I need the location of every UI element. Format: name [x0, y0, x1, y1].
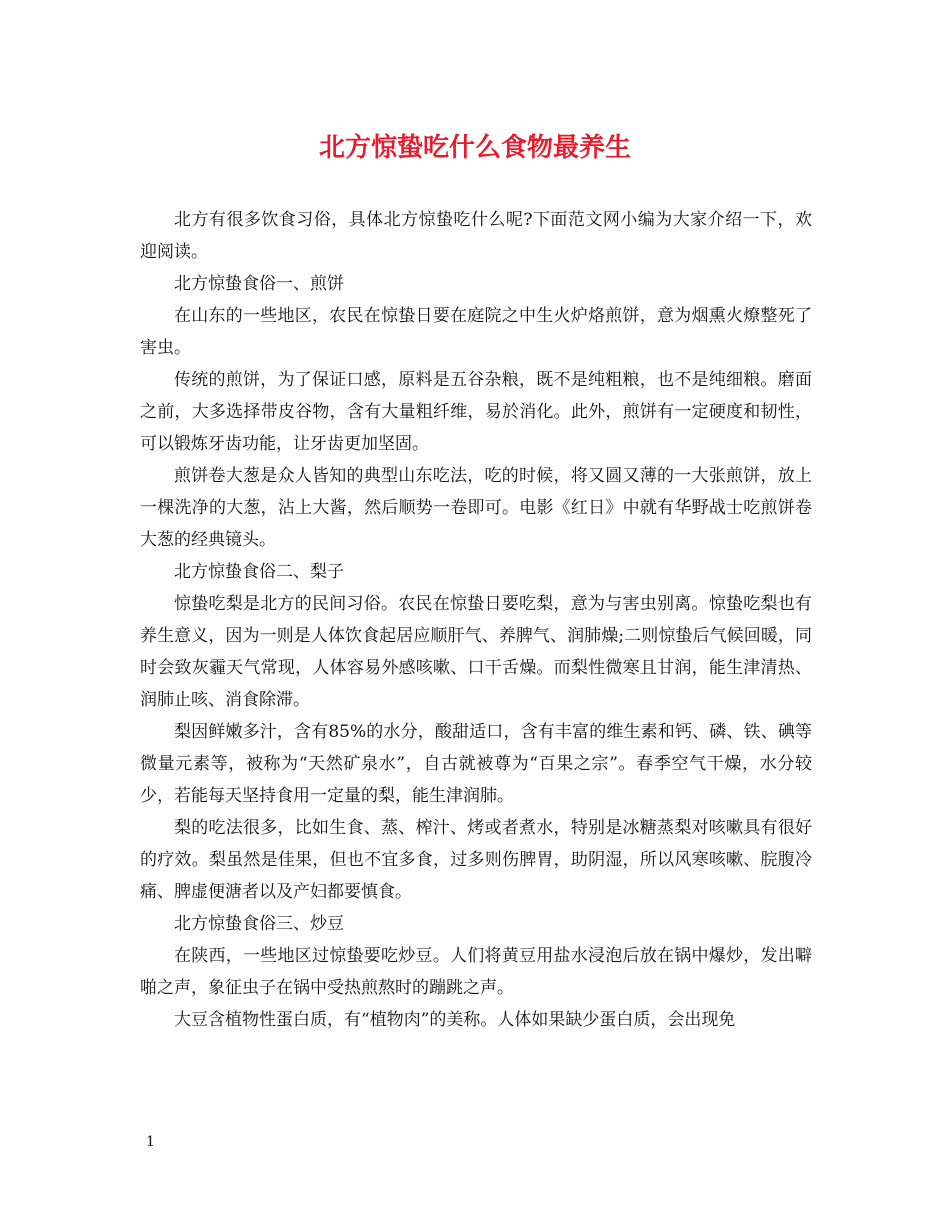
section-heading-3: 北方惊蛰食俗三、炒豆 — [174, 914, 344, 934]
paragraph: 大豆含植物性蛋白质，有“植物肉”的美称。人体如果缺少蛋白质，会出现免 — [174, 1010, 736, 1030]
page-number: 1 — [146, 1134, 155, 1150]
document-body — [140, 204, 812, 1036]
paragraph: 梨因鲜嫩多汁，含有85%的水分，酸甜适口，含有丰富的维生素和钙、磷、铁、碘等微量元素等，被称为“天然矿泉水”，自古就被尊为“百果之宗”。春季空气干燥，水分较少，若能每天坚持食用一定量的梨，能生津润肺。 — [140, 722, 812, 806]
section-heading-2: 北方惊蛰食俗二、梨子 — [174, 562, 344, 582]
paragraph: 在陕西，一些地区过惊蛰要吃炒豆。人们将黄豆用盐水浸泡后放在锅中爆炒，发出噼啪之声，象征虫子在锅中受热煎熬时的蹦跳之声。 — [140, 946, 812, 998]
paragraph: 传统的煎饼，为了保证口感，原料是五谷杂粮，既不是纯粗粮，也不是纯细粮。磨面之前，大多选择带皮谷物，含有大量粗纤维，易於消化。此外，煎饼有一定硬度和韧性，可以锻炼牙齿功能，让牙齿更加坚固。 — [140, 370, 812, 454]
paragraph: 煎饼卷大葱是众人皆知的典型山东吃法，吃的时候，将又圆又薄的一大张煎饼，放上一棵洗净的大葱，沾上大酱，然后顺势一卷即可。电影《红日》中就有华野战士吃煎饼卷大葱的经典镜头。 — [140, 466, 812, 550]
paragraph: 在山东的一些地区，农民在惊蛰日要在庭院之中生火炉烙煎饼，意为烟熏火燎整死了害虫。 — [140, 306, 812, 358]
document-title: 北方惊蛰吃什么食物最养生 — [318, 133, 631, 163]
paragraph: 惊蛰吃梨是北方的民间习俗。农民在惊蛰日要吃梨，意为与害虫别离。惊蛰吃梨也有养生意义，因为一则是人体饮食起居应顺肝气、养脾气、润肺燥;二则惊蛰后气候回暖，同时会致灰霾天气常现，人体容易外感咳嗽、口干舌燥。而梨性微寒且甘润，能生津清热、润肺止咳、消食除滞。 — [140, 594, 812, 710]
section-heading-1: 北方惊蛰食俗一、煎饼 — [174, 274, 344, 294]
paragraph-intro: 北方有很多饮食习俗，具体北方惊蛰吃什么呢?下面范文网小编为大家介绍一下，欢迎阅读。 — [140, 210, 812, 262]
paragraph: 梨的吃法很多，比如生食、蒸、榨汁、烤或者煮水，特别是冰糖蒸梨对咳嗽具有很好的疗效。梨虽然是佳果，但也不宜多食，过多则伤脾胃，助阴湿，所以风寒咳嗽、脘腹冷痛、脾虚便溏者以及产妇都要慎食。 — [140, 818, 812, 902]
